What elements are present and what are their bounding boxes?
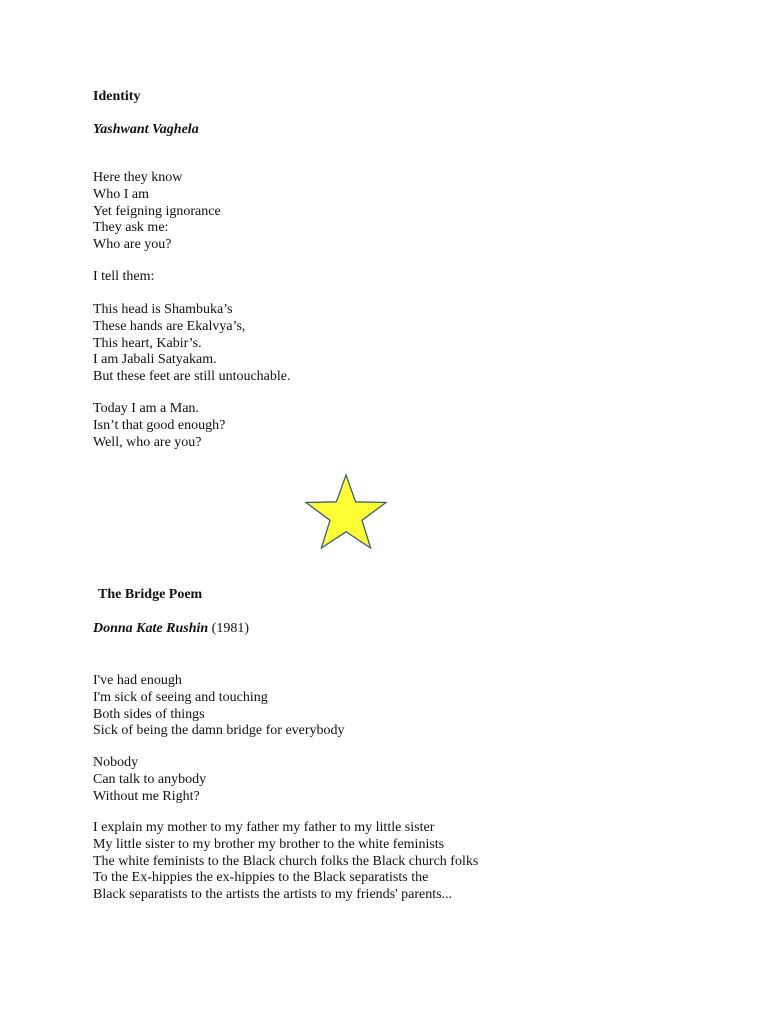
poem-title-identity: Identity [93, 89, 141, 104]
poem-line: But these feet are still untouchable. [93, 369, 291, 385]
poem-line: These hands are Ekalvya’s, [93, 318, 246, 334]
poem-author-yashwant-vaghela: Yashwant Vaghela [93, 122, 199, 137]
stanza [93, 673, 345, 740]
poem-author-line [93, 620, 249, 637]
poem-line: To the Ex-hippies the ex-hippies to the Black separatists the [93, 870, 429, 886]
poem-line: They ask me: [93, 220, 169, 236]
poem-author-donna-kate-rushin: Donna Kate Rushin [93, 621, 209, 636]
poem-line: The white feminists to the Black church folks the Black church folks [93, 853, 479, 869]
poem-title-the-bridge-poem: The Bridge Poem [98, 587, 203, 602]
poem-line: Isn’t that good enough? [93, 417, 226, 433]
stanza [93, 755, 206, 805]
poem-line: Today I am a Man. [93, 401, 199, 416]
poem-line: Who I am [93, 186, 149, 202]
poem-line: Both sides of things [93, 706, 205, 722]
stanza [93, 820, 478, 904]
poem-line: Here they know [93, 170, 183, 185]
star-icon [303, 473, 389, 550]
poem-line: Nobody [93, 755, 139, 770]
poem-line: I tell them: [93, 269, 155, 284]
poem-line: Black separatists to the artists the artists to my friends' parents... [93, 887, 453, 903]
stanza [93, 170, 221, 254]
stanza [93, 401, 225, 451]
poem-line: I've had enough [93, 673, 182, 688]
stanza [93, 269, 154, 286]
poem-line: Well, who are you? [93, 434, 202, 450]
poem-line: Sick of being the damn bridge for everybody [93, 723, 345, 739]
poem-line: I am Jabali Satyakam. [93, 352, 217, 368]
poem-line: This head is Shambuka’s [93, 302, 233, 317]
poem-year: (1981) [211, 621, 249, 636]
star-shape [306, 475, 386, 548]
poem-line: My little sister to my brother my brother to the white feminists [93, 836, 445, 852]
poem-line: Yet feigning ignorance [93, 203, 221, 219]
poem-line: I explain my mother to my father my father to my little sister [93, 820, 435, 835]
poem-line: This heart, Kabir’s. [93, 335, 202, 351]
poem-line: I'm sick of seeing and touching [93, 689, 268, 705]
poem-line: Can talk to anybody [93, 771, 207, 787]
poem-line: Who are you? [93, 237, 172, 253]
stanza [93, 302, 291, 386]
poem-line: Without me Right? [93, 788, 200, 804]
